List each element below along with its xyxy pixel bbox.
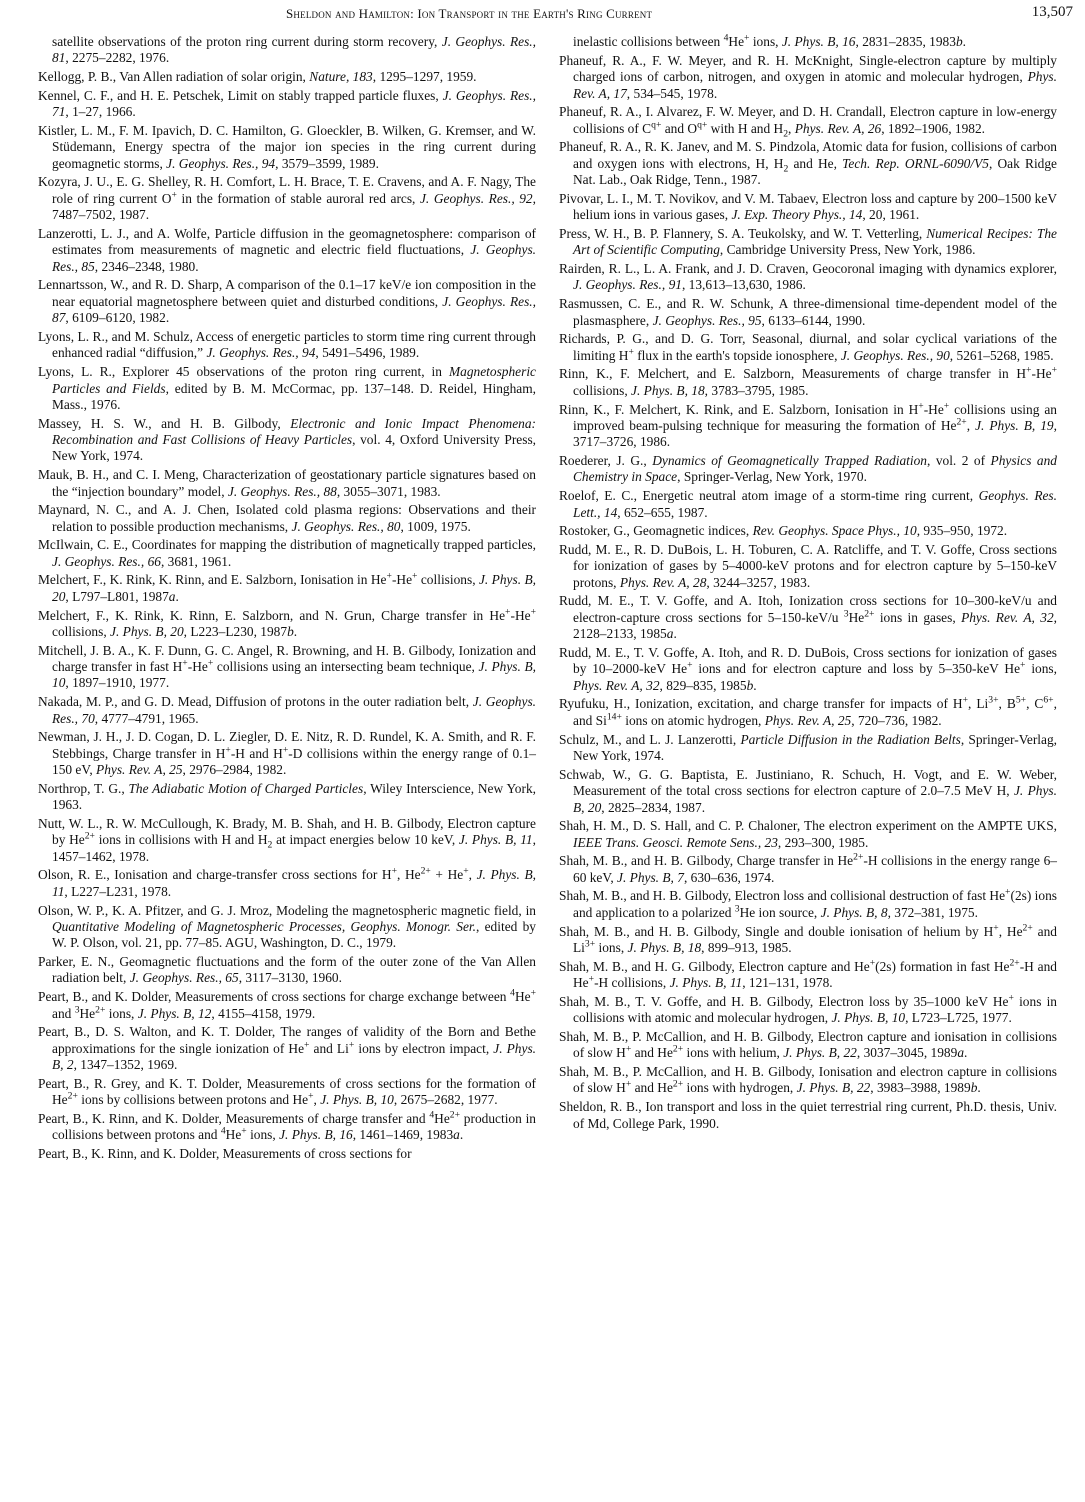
- reference-entry: Shah, M. B., P. McCallion, and H. B. Gilbody, Electron capture and ionisation in collisions of slow H+ and $He^{2+}$ ions with helium, J. Phys. B, 22, 3037–3045, 1989a.: [559, 1028, 1057, 1061]
- reference-entry: Rairden, R. L., L. A. Frank, and J. D. Craven, Geocoronal imaging with dynamics explorer, J. Geophys. Res., 91, 13,613–13,630, 1986.: [559, 261, 1057, 293]
- reference-entry: Shah, H. M., D. S. Hall, and C. P. Chaloner, The electron experiment on the AMPTE UKS, IEEE Trans. Geosci. Remote Sens., 23, 293–300, 1985.: [559, 818, 1057, 850]
- reference-entry: Kellogg, P. B., Van Allen radiation of solar origin, Nature, 183, 1295–1297, 1959.: [38, 69, 477, 85]
- reference-entry: Lanzerotti, L. J., and A. Wolfe, Particle diffusion in the geomagnetosphere: comparison of estimates from measurements of magnetic and electric field fluctuations, J. Geophys. Res., 85, 2346–2348, 1980.: [38, 225, 537, 274]
- reference-entry: Rostoker, G., Geomagnetic indices, Rev. Geophys. Space Phys., 10, 935–950, 1972.: [559, 523, 1008, 539]
- reference-entry: Rudd, M. E., T. V. Goffe, and A. Itoh, Ionization cross sections for 10–300-keV/u and electron-capture cross sections for 5–150-keV/u $^3He^{2+}$ ions in gases, Phys. Rev. A, 32, 2128–2133, 1985a.: [559, 593, 1058, 642]
- reference-entry: McIlwain, C. E., Coordinates for mapping the distribution of magnetically trapped particles, J. Geophys. Res., 66, 3681, 1961.: [38, 537, 536, 569]
- reference-entry: Shah, M. B., T. V. Goffe, and H. B. Gilbody, Electron loss by 35–1000 keV He+ ions in collisions with atomic and molecular hydrogen, J. Phys. B, 10, L723–L725, 1977.: [559, 992, 1057, 1026]
- reference-entry: Peart, B., D. S. Walton, and K. T. Dolder, The ranges of validity of the Born and Bethe approximations for the single ionization of He+ and Li+ ions by electron impact, J. Phys. B, 2, 1347–1352, 1969.: [38, 1024, 537, 1073]
- reference-entry: Phaneuf, R. A., F. W. Meyer, and R. H. McKnight, Single-electron capture by multiply charged ions of carbon, nitrogen, and oxygen in atomic and molecular hydrogen, Phys. Rev. A, 17, 534–545, 1978.: [559, 52, 1057, 101]
- reference-entry: Rinn, K., F. Melchert, K. Rink, and E. Salzborn, Ionisation in H+-He+ collisions using an improved beam-pulsing technique for measuring the formation of $He^{2+}$, J. Phys. B, 19, 3717–3726, 1986.: [559, 400, 1057, 450]
- reference-entry: Ryufuku, H., Ionization, excitation, and charge transfer for impacts of H+, $Li^{3+}$, $B^{5+}$, $C^{6+}$, and $Si^{14+}$ ions on atomic hydrogen, Phys. Rev. A, 25, 720–736, 1982.: [559, 695, 1057, 728]
- reference-entry: Maynard, N. C., and A. J. Chen, Isolated cold plasma regions: Observations and their relation to possible production mechanisms, J. Geophys. Res., 80, 1009, 1975.: [38, 502, 536, 534]
- reference-entry: Shah, M. B., and H. B. Gilbody, Charge transfer in $He^{2+}-H$ collisions in the energy range 6–60 keV, J. Phys. B, 7, 630–636, 1974.: [559, 851, 1057, 885]
- reference-entry: Roederer, J. G., Dynamics of Geomagnetically Trapped Radiation, vol. 2 of Physics and Chemistry in Space, Springer-Verlag, New York, 1970.: [559, 453, 1057, 485]
- reference-entry: Kozyra, J. U., E. G. Shelley, R. H. Comfort, L. H. Brace, T. E. Cravens, and A. F. Nagy, The role of ring current O+ in the formation of stable auroral red arcs, J. Geophys. Res., 92, 7487–7502, 1987.: [38, 174, 536, 223]
- reference-entry: satellite observations of the proton ring current during storm recovery, J. Geophys. Res., 81, 2275–2282, 1976.: [52, 34, 537, 66]
- reference-entry: Peart, B., and K. Dolder, Measurements of cross sections for charge exchange between $^4$He+ and $^3He^{2+}$ ions, J. Phys. B, 12, 4155–4158, 1979.: [38, 987, 536, 1021]
- reference-entry: Shah, M. B., and H. G. Gilbody, Electron capture and He+(2s) formation in fast $He^{2+}-H$ and He+-H collisions, J. Phys. B, 11, 121–131, 1978.: [559, 957, 1057, 991]
- reference-entry: Press, W. H., B. P. Flannery, S. A. Teukolsky, and W. T. Vetterling, Numerical Recipes: The Art of Scientific Computing, Cambridge University Press, New York, 1986.: [559, 225, 1057, 258]
- reference-entry: Parker, E. N., Geomagnetic fluctuations and the form of the outer zone of the Van Allen radiation belt, J. Geophys. Res., 65, 3117–3130, 1960.: [38, 954, 536, 986]
- reference-entry: Rudd, M. E., T. V. Goffe, A. Itoh, and R. D. DuBois, Cross sections for ionization of gases by 10–2000-keV He+ ions and for electron capture and loss by 5–350-keV He+ ions, Phys. Rev. A, 32, 829–835, 1985b.: [559, 644, 1057, 693]
- reference-entry: Kistler, L. M., F. M. Ipavich, D. C. Hamilton, G. Gloeckler, B. Wilken, G. Kremser, and W. Stüdemann, Energy spectra of the major ion species in the ring current during geomagnetic storms, J. Geophys. Res., 94, 3579–3599, 1989.: [38, 122, 536, 171]
- page-number: 13,507: [1031, 4, 1073, 20]
- reference-entry: Lyons, L. R., and M. Schulz, Access of energetic particles to storm time ring current through enhanced radial “diffusion,” J. Geophys. Res., 94, 5491–5496, 1989.: [38, 328, 536, 361]
- reference-entry: Melchert, F., K. Rink, K. Rinn, E. Salzborn, and N. Grun, Charge transfer in He+-He+ collisions, J. Phys. B, 20, L223–L230, 1987b.: [38, 606, 536, 639]
- reference-entry: Phaneuf, R. A., R. K. Janev, and M. S. Pindzola, Atomic data for fusion, collisions of carbon and oxygen ions with electrons, H, $H_2$ and He, Tech. Rep. ORNL-6090/V5, Oak Ridge Nat. Lab., Oak Ridge, Tenn., 1987.: [559, 139, 1057, 188]
- reference-entry: Mitchell, J. B. A., K. F. Dunn, G. C. Angel, R. Browning, and H. B. Gilbody, Ionization and charge transfer in fast H+-He+ collisions using an intersecting beam technique, J. Phys. B, 10, 1897–1910, 1977.: [38, 642, 537, 691]
- reference-entry: Shah, M. B., and H. B. Gilbody, Single and double ionisation of helium by H+, $He^{2+}$ and $Li^{3+}$ ions, J. Phys. B, 18, 899–913, 1985.: [559, 922, 1057, 955]
- reference-entry: Mauk, B. H., and C. I. Meng, Characterization of geostationary particle signatures based on the “injection boundary” model, J. Geophys. Res., 88, 3055–3071, 1983.: [38, 467, 536, 499]
- reference-entry: Rinn, K., F. Melchert, and E. Salzborn, Measurements of charge transfer in H+-He+ collisions, J. Phys. B, 18, 3783–3795, 1985.: [559, 364, 1057, 398]
- references-left-column: [38, 34, 536, 1165]
- reference-entry: inelastic collisions between $^4$He+ ions, J. Phys. B, 16, 2831–2835, 1983b.: [573, 32, 966, 49]
- reference-entry: Nakada, M. P., and G. D. Mead, Diffusion of protons in the outer radiation belt, J. Geophys. Res., 70, 4777–4791, 1965.: [38, 694, 537, 726]
- reference-entry: Nutt, W. L., R. W. McCullough, K. Brady, M. B. Shah, and H. B. Gilbody, Electron capture by $He^{2+}$ ions in collisions with H and $H_2$ at impact energies below 10 keV, J. Phys. B, 11, 1457–1462, 1978.: [38, 815, 536, 864]
- reference-entry: Rudd, M. E., R. D. DuBois, L. H. Toburen, C. A. Ratcliffe, and T. V. Goffe, Cross sections for ionization of gases by 5–4000-keV protons and for electron capture by 5–150-keV protons, Phys. Rev. A, 28, 3244–3257, 1983.: [559, 541, 1057, 590]
- reference-entry: Olson, W. P., K. A. Pfitzer, and G. J. Mroz, Modeling the magnetospheric magnetic field, in Quantitative Modeling of Magnetospheric Processes, Geophys. Monogr. Ser., edited by W. P. Olson, vol. 21, pp. 77–85. AGU, Washington, D. C., 1979.: [38, 902, 537, 951]
- reference-entry: Schulz, M., and L. J. Lanzerotti, Particle Diffusion in the Radiation Belts, Springer-Verlag, New York, 1974.: [559, 731, 1058, 763]
- reference-entry: Pivovar, L. I., M. T. Novikov, and V. M. Tabaev, Electron loss and capture by 200–1500 keV helium ions in various gases, J. Exp. Theory Phys., 14, 20, 1961.: [559, 190, 1057, 223]
- reference-entry: Shah, M. B., and H. B. Gilbody, Electron loss and collisional destruction of fast He+(2s) ions and application to a polarized $^3$He ion source, J. Phys. B, 8, 372–381, 1975.: [559, 886, 1057, 920]
- reference-entry: Peart, B., K. Rinn, and K. Dolder, Measurements of cross sections for: [38, 1146, 412, 1162]
- reference-entry: Northrop, T. G., The Adiabatic Motion of Charged Particles, Wiley Interscience, New York, 1963.: [38, 780, 536, 813]
- reference-entry: Newman, J. H., J. D. Cogan, D. L. Ziegler, D. E. Nitz, R. D. Rundel, K. A. Smith, and R. F. Stebbings, Charge transfer in H+-H and H+-D collisions within the energy range of 0.1–150 eV, Phys. Rev. A, 25, 2976–2984, 1982.: [38, 729, 536, 778]
- reference-entry: Peart, B., R. Grey, and K. T. Dolder, Measurements of cross sections for the formation of $He^{2+}$ ions by collisions between protons and He+, J. Phys. B, 10, 2675–2682, 1977.: [38, 1075, 536, 1108]
- reference-entry: Lyons, L. R., Explorer 45 observations of the proton ring current, in Magnetospheric Particles and Fields, edited by B. M. McCormac, pp. 137–148. D. Reidel, Hingham, Mass., 1976.: [38, 364, 536, 412]
- reference-entry: Massey, H. S. W., and H. B. Gilbody, Electronic and Ionic Impact Phenomena: Recombination and Fast Collisions of Heavy Particles, vol. 4, Oxford University Press, New York, 1974.: [38, 415, 536, 464]
- reference-entry: Richards, P. G., and D. G. Torr, Seasonal, diurnal, and solar cyclical variations of the limiting H+ flux in the earth's topside ionosphere, J. Geophys. Res., 90, 5261–5268, 1985.: [559, 331, 1057, 363]
- reference-entry: Olson, R. E., Ionisation and charge-transfer cross sections for H+, $He^{2+} + He^+$, J. Phys. B, 11, L227–L231, 1978.: [38, 865, 536, 899]
- reference-entry: Peart, B., K. Rinn, and K. Dolder, Measurements of charge transfer and $^4He^{2+}$ production in collisions between protons and $^4$He+ ions, J. Phys. B, 16, 1461–1469, 1983a.: [38, 1109, 536, 1143]
- page-header: [0, 4, 1085, 26]
- reference-entry: Kennel, C. F., and H. E. Petschek, Limit on stably trapped particle fluxes, J. Geophys. Res., 71, 1–27, 1966.: [38, 87, 536, 120]
- reference-entry: Phaneuf, R. A., I. Alvarez, F. W. Meyer, and D. H. Crandall, Electron capture in low-energy collisions of $C^{q+}$ and $O^{q+}$ with H and $H_2$, Phys. Rev. A, 26, 1892–1906, 1982.: [559, 104, 1057, 140]
- reference-entry: Melchert, F., K. Rink, K. Rinn, and E. Salzborn, Ionisation in He+-He+ collisions, J. Phys. B, 20, L797–L801, 1987a.: [38, 570, 536, 604]
- running-head: Sheldon and Hamilton: Ion Transport in the Earth's Ring Current: [286, 6, 653, 21]
- reference-entry: Sheldon, R. B., Ion transport and loss in the quiet terrestrial ring current, Ph.D. thesis, Univ. of Md, College Park, 1990.: [559, 1099, 1057, 1131]
- reference-entry: Roelof, E. C., Energetic neutral atom image of a storm-time ring current, Geophys. Res. Lett., 14, 652–655, 1987.: [559, 488, 1057, 520]
- reference-entry: Schwab, W., G. G. Baptista, E. Justiniano, R. Schuch, H. Vogt, and E. W. Weber, Measurement of the total cross sections for electron capture of 2.0–7.5 MeV H, J. Phys. B, 20, 2825–2834, 1987.: [559, 766, 1057, 815]
- references-right-column: [559, 34, 1057, 1134]
- reference-entry: Lennartsson, W., and R. D. Sharp, A comparison of the 0.1–17 keV/e ion composition in the near equatorial magnetosphere between quiet and disturbed conditions, J. Geophys. Res., 87, 6109–6120, 1982.: [38, 277, 536, 326]
- reference-entry: Shah, M. B., P. McCallion, and H. B. Gilbody, Ionisation and electron capture in collisions of slow H+ and $He^{2+}$ ions with hydrogen, J. Phys. B, 22, 3983–3988, 1989b.: [559, 1063, 1057, 1096]
- reference-entry: Rasmussen, C. E., and R. W. Schunk, A three-dimensional time-dependent model of the plasmasphere, J. Geophys. Res., 95, 6133–6144, 1990.: [559, 296, 1057, 328]
